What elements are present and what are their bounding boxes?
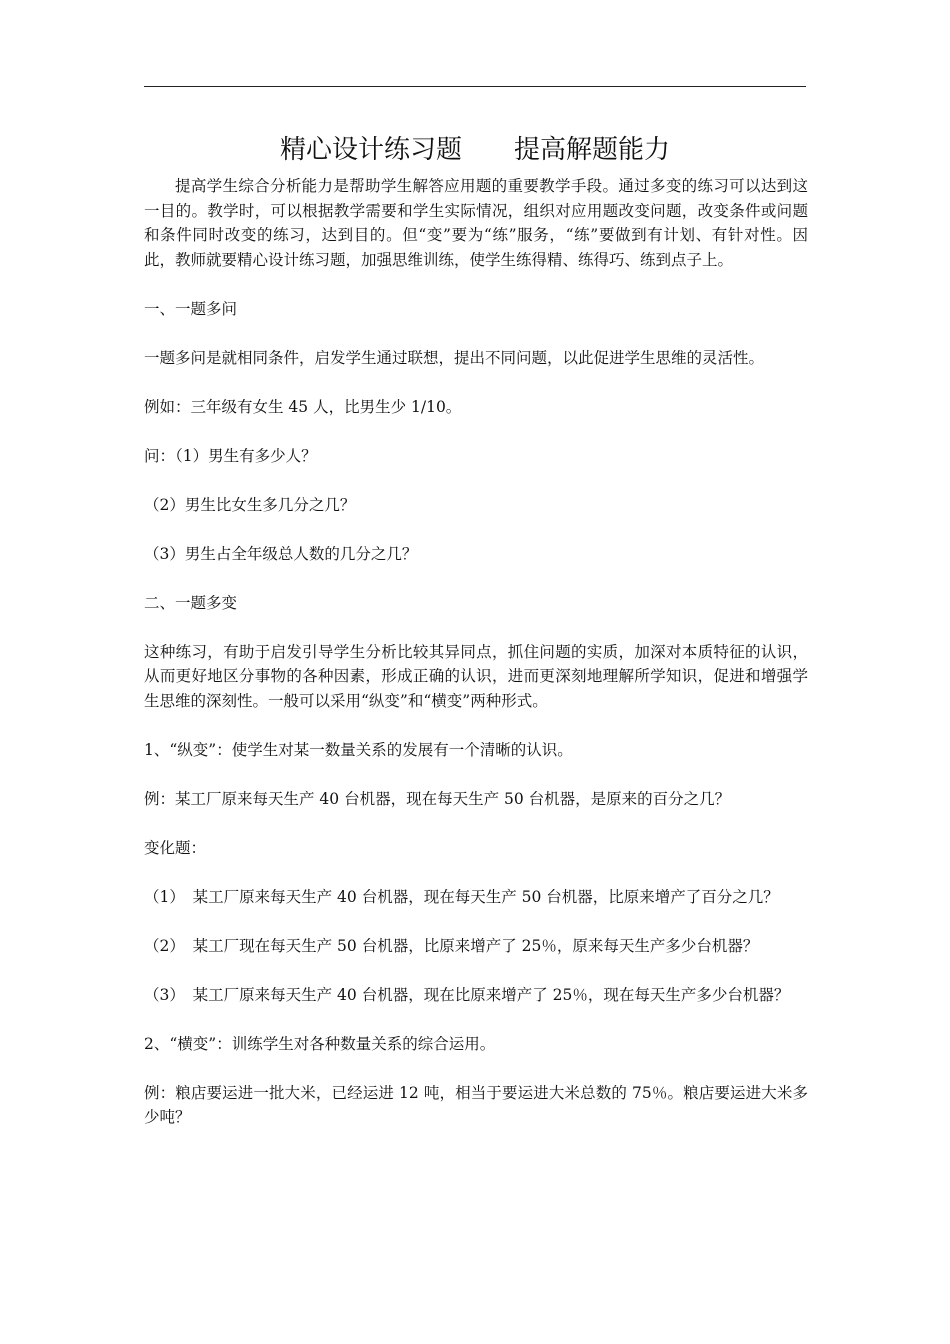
variant-2: （2） 某工厂现在每天生产 50 台机器，比原来增产了 25％，原来每天生产多少台机器？	[144, 936, 759, 955]
variant-1: （1） 某工厂原来每天生产 40 台机器，现在每天生产 50 台机器，比原来增产了百分之几？	[144, 887, 779, 906]
section-heading-2: 二、一题多变	[144, 593, 238, 612]
question-2: （2）男生比女生多几分之几？	[144, 495, 356, 514]
section1-example: 例如：三年级有女生 45 人，比男生少 1/10。	[144, 397, 462, 416]
question-3: （3）男生占全年级总人数的几分之几？	[144, 544, 418, 563]
header-rule	[144, 86, 806, 87]
hengbian-heading: 2、“横变”：训练学生对各种数量关系的综合运用。	[144, 1034, 496, 1053]
section2-description: 这种练习，有助于启发引导学生分析比较其异同点，抓住问题的实质，加深对本质特征的认识，从而更好地区分事物的各种因素，形成正确的认识，进而更深刻地理解所学知识，促进和增强学生思维的深刻性。一般可以采用“纵变”和“横变”两种形式。	[144, 642, 808, 710]
variants-label: 变化题：	[144, 838, 207, 857]
section-heading-1: 一、一题多问	[144, 299, 238, 318]
question-1: 问：（1）男生有多少人？	[144, 446, 317, 465]
hengbian-example: 例：粮店要运进一批大米，已经运进 12 吨，相当于要运进大米总数的 75％。粮店要运进大米多少吨？	[144, 1083, 808, 1126]
page-title: 精心设计练习题 提高解题能力	[279, 135, 670, 165]
document-body	[144, 174, 808, 1130]
zongbian-example: 例：某工厂原来每天生产 40 台机器，现在每天生产 50 台机器，是原来的百分之几？	[144, 789, 731, 808]
intro-paragraph: 提高学生综合分析能力是帮助学生解答应用题的重要教学手段。通过多变的练习可以达到这一目的。教学时，可以根据教学需要和学生实际情况，组织对应用题改变问题，改变条件或问题和条件同时改变的练习，达到目的。但“变”要为“练”服务，“练”要做到有计划、有针对性。因此，教师就要精心设计练习题，加强思维训练，使学生练得精、练得巧、练到点子上。	[144, 177, 808, 269]
zongbian-heading: 1、“纵变”：使学生对某一数量关系的发展有一个清晰的认识。	[144, 740, 573, 759]
section1-description: 一题多问是就相同条件，启发学生通过联想，提出不同问题，以此促进学生思维的灵活性。	[144, 348, 765, 367]
variant-3: （3） 某工厂原来每天生产 40 台机器，现在比原来增产了 25％，现在每天生产多少台机器？	[144, 985, 790, 1004]
